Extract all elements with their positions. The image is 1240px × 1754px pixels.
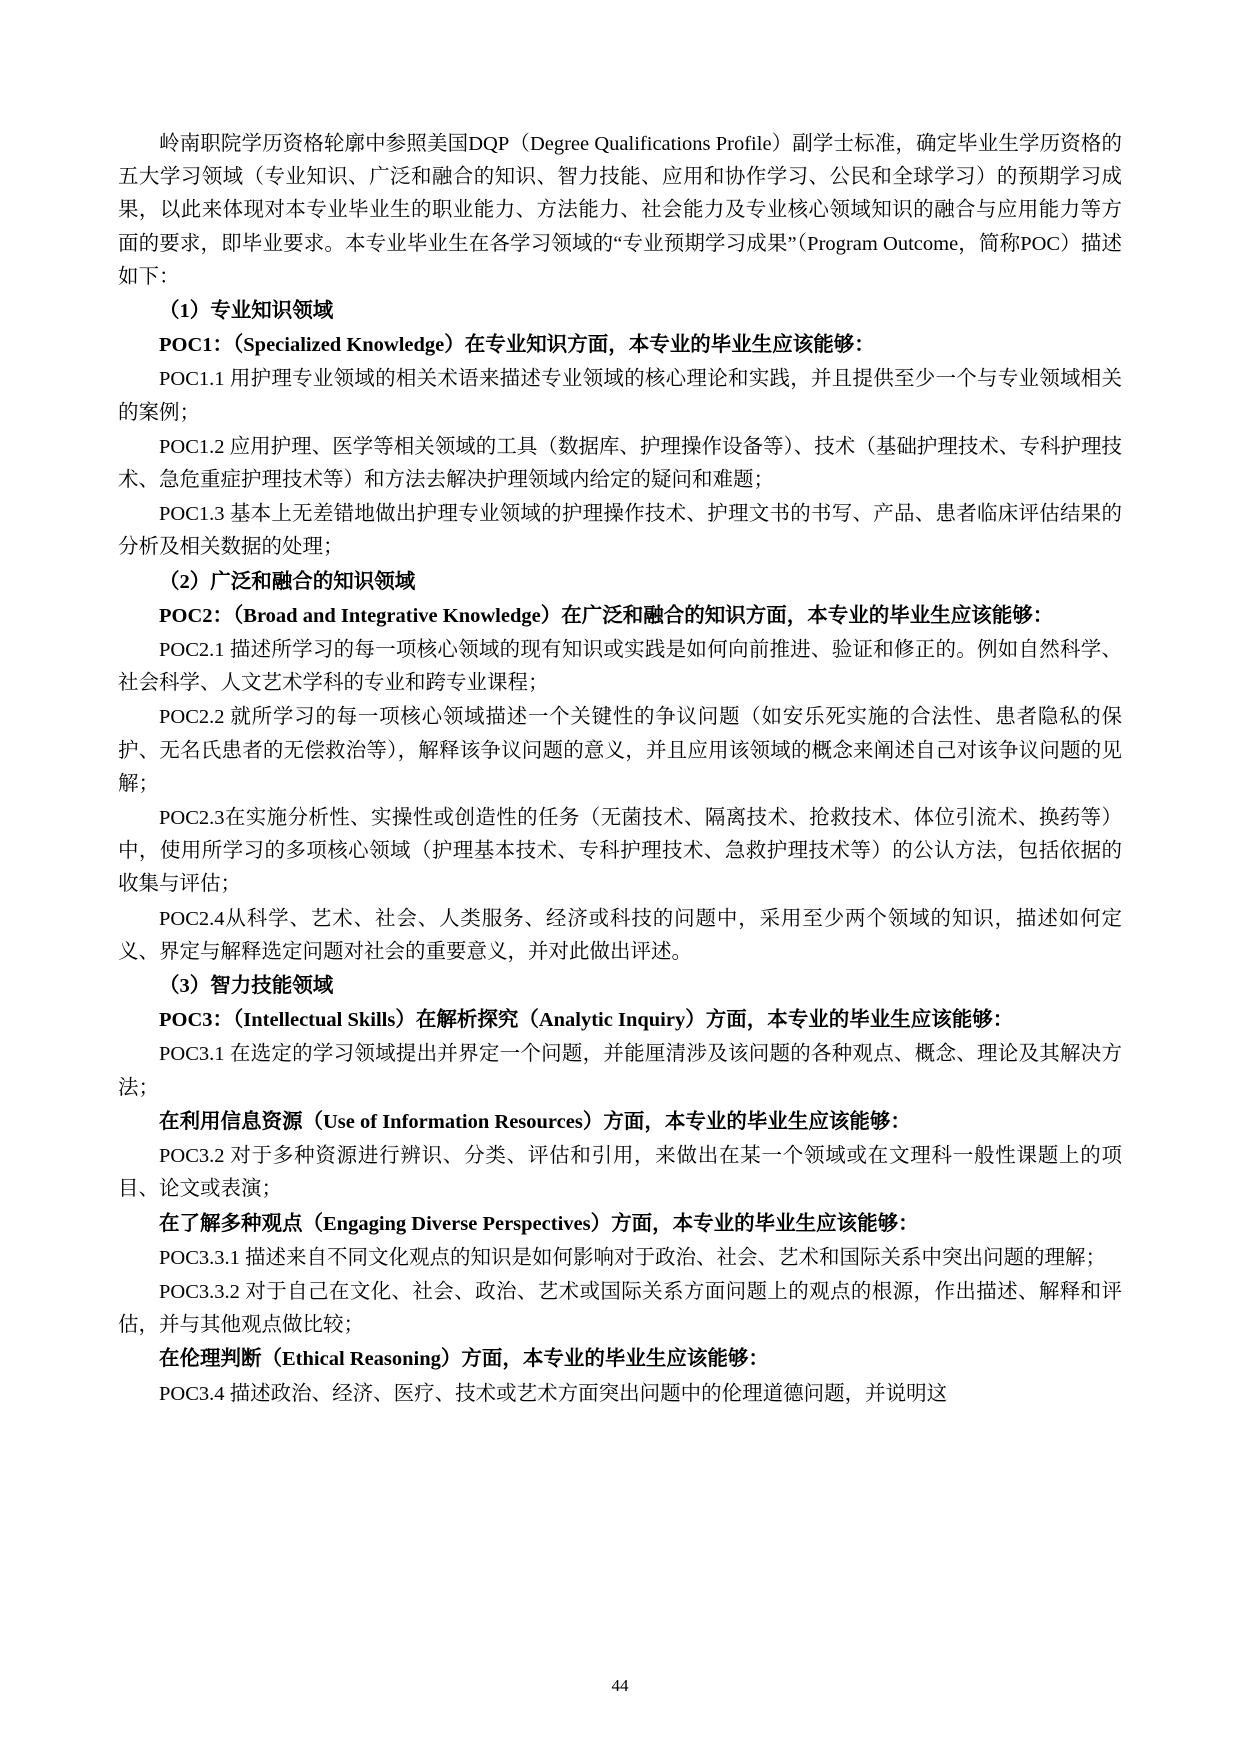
heading-poc3-diverse-perspectives: 在了解多种观点（Engaging Diverse Perspectives）方面，本专业的毕业生应该能够： xyxy=(159,1212,919,1235)
paragraph-poc1-1: POC1.1 用护理专业领域的相关术语来描述专业领域的核心理论和实践，并且提供至少一个与专业领域相关的案例； xyxy=(118,368,1122,424)
page-number: 44 xyxy=(611,1676,629,1695)
paragraph-poc2-3: POC2.3在实施分析性、实操性或创造性的任务（无菌技术、隔离技术、抢救技术、体位引流术、换药等）中，使用所学习的多项核心领域（护理基本技术、专科护理技术、急救护理技术等）的公认方法，包括依据的收集与评估； xyxy=(118,807,1122,896)
heading-poc1: POC1：（Specialized Knowledge）在专业知识方面，本专业的毕业生应该能够： xyxy=(159,334,875,357)
paragraph-poc2-2: POC2.2 就所学习的每一项核心领域描述一个关键性的争议问题（如安乐死实施的合法性、患者隐私的保护、无名氏患者的无偿救治等），解释该争议问题的意义，并且应用该领域的概念来阐述自己对该争议问题的见解； xyxy=(118,706,1122,795)
heading-poc3-information-resources: 在利用信息资源（Use of Information Resources）方面，本专业的毕业生应该能够： xyxy=(159,1110,911,1133)
paragraph-poc2-4: POC2.4从科学、艺术、社会、人类服务、经济或科技的问题中，采用至少两个领域的知识，描述如何定义、界定与解释选定问题对社会的重要意义，并对此做出评述。 xyxy=(118,907,1122,963)
paragraph-poc1-3: POC1.3 基本上无差错地做出护理专业领域的护理操作技术、护理文书的书写、产品、患者临床评估结果的分析及相关数据的处理； xyxy=(118,503,1122,559)
paragraph-poc1-2: POC1.2 应用护理、医学等相关领域的工具（数据库、护理操作设备等）、技术（基础护理技术、专科护理技术、急危重症护理技术等）和方法去解决护理领域内给定的疑问和难题； xyxy=(118,435,1122,492)
heading-section-2: （2）广泛和融合的知识领域 xyxy=(159,570,416,593)
paragraph-poc3-4: POC3.4 描述政治、经济、医疗、技术或艺术方面突出问题中的伦理道德问题，并说明这 xyxy=(159,1382,948,1405)
heading-section-1: （1）专业知识领域 xyxy=(159,300,334,323)
heading-section-3: （3）智力技能领域 xyxy=(159,975,334,998)
paragraph-poc2-1: POC2.1 描述所学习的每一项核心领域的现有知识或实践是如何向前推进、验证和修正的。例如自然科学、社会科学、人文艺术学科的专业和跨专业课程； xyxy=(118,639,1122,695)
heading-poc2: POC2：（Broad and Integrative Knowledge）在广泛和融合的知识方面，本专业的毕业生应该能够： xyxy=(159,604,1054,627)
paragraph-poc3-2: POC3.2 对于多种资源进行辨识、分类、评估和引用，来做出在某一个领域或在文理科一般性课题上的项目、论文或表演； xyxy=(118,1145,1122,1201)
paragraph-poc3-3-1: POC3.3.1 描述来自不同文化观点的知识是如何影响对于政治、社会、艺术和国际关系中突出问题的理解； xyxy=(159,1246,1107,1269)
heading-poc3: POC3：（Intellectual Skills）在解析探究（Analytic Inquiry）方面，本专业的毕业生应该能够： xyxy=(159,1009,1014,1032)
paragraph-poc3-1: POC3.1 在选定的学习领域提出并界定一个问题，并能厘清涉及该问题的各种观点、概念、理论及其解决方法； xyxy=(118,1043,1122,1099)
heading-poc3-ethical-reasoning: 在伦理判断（Ethical Reasoning）方面，本专业的毕业生应该能够： xyxy=(159,1348,769,1371)
paragraph-intro: 岭南职院学历资格轮廓中参照美国DQP（Degree Qualifications Profile）副学士标准，确定毕业生学历资格的五大学习领域（专业知识、广泛和融合的知识、智力技能、应用和协作学习、公民和全球学习）的预期学习成果，以此来体现对本专业毕业生的职业能力、方法能力、社会能力及专业核心领域知识的融合与应用能力等方面的要求，即毕业要求。本专业毕业生在各学习领域的“专业预期学习成果”（Program Outcome，简称POC）描述如下： xyxy=(118,133,1122,288)
paragraph-poc3-3-2: POC3.3.2 对于自己在文化、社会、政治、艺术或国际关系方面问题上的观点的根源，作出描述、解释和评估，并与其他观点做比较； xyxy=(118,1280,1122,1337)
document-body xyxy=(118,128,1122,1411)
